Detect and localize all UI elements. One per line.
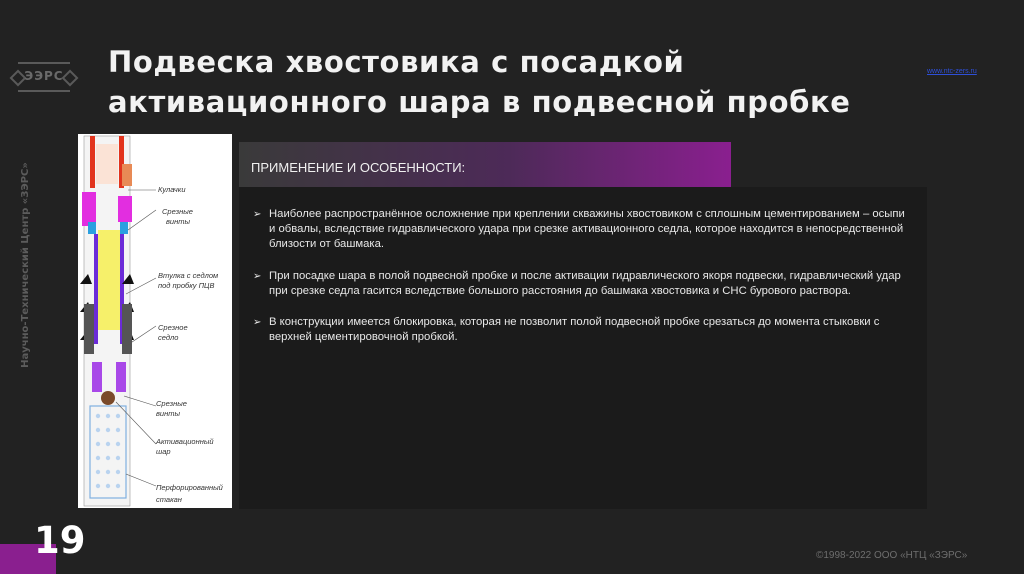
label-shear-screws-2a: Срезные [156, 399, 187, 408]
label-activation-ball-b: шар [156, 447, 171, 456]
label-sleeve-b: под пробку ПЦВ [158, 281, 215, 290]
list-item [253, 269, 913, 299]
section-heading: ПРИМЕНЕНИЕ И ОСОБЕННОСТИ: [251, 160, 466, 175]
label-shear-screws-2b: винты [156, 409, 180, 418]
side-company-name: Научно-Технический Центр «ЗЭРС» [20, 162, 31, 368]
liner-hanger-schematic [78, 134, 232, 508]
liner-hanger-drawing [78, 134, 232, 508]
company-logo [18, 62, 70, 92]
list-item [253, 207, 913, 253]
logo-text: ЭЭРС [24, 69, 64, 83]
features-list [253, 207, 913, 361]
label-activation-ball-a: Активационный [156, 437, 214, 446]
list-item-text: В конструкции имеется блокировка, которая не позволит полой подвесной пробке срезаться до момента стыковки с верхней цементировочной пробкой. [269, 316, 880, 344]
title-line-2: активационного шара в подвесной пробке [108, 85, 851, 119]
website-link[interactable]: www.ntc-zers.ru [927, 68, 977, 75]
slide-title [108, 42, 888, 122]
section-header [239, 142, 731, 187]
list-item-text: Наиболее распространённое осложнение при креплении скважины хвостовиком с сплошным цементированием – осыпи и обвалы, вследствие гидравлического удара при срезке активационного седла, которое находится в непосредственной близости от башмака. [269, 208, 905, 251]
label-kulachki: Кулачки [158, 185, 186, 194]
label-shear-screws-1a: Срезные [162, 207, 193, 216]
list-item [253, 315, 913, 345]
bullet-arrow-icon: ➢ [253, 270, 262, 282]
list-item-text: При посадке шара в полой подвесной пробке и после активации гидравлического якоря подвески, гидравлический удар при срезке седла гасится вследствие большого расстояния до башмака хвостовика и СНС бурового раствора. [269, 269, 901, 297]
title-line-1: Подвеска хвостовика с посадкой [108, 45, 685, 79]
label-shear-screws-1b: винты [166, 217, 190, 226]
copyright: ©1998-2022 ООО «НТЦ «ЗЭРС» [816, 550, 968, 561]
label-shear-seat-b: седло [158, 333, 179, 342]
label-shear-seat-a: Срезное [158, 323, 188, 332]
label-perforated-a: Перфорированный [156, 483, 223, 492]
page-number: 19 [34, 519, 86, 562]
label-perforated-b: стакан [156, 495, 182, 504]
bullet-arrow-icon: ➢ [253, 317, 262, 329]
label-sleeve-a: Втулка с седлом [158, 271, 219, 280]
bullet-arrow-icon: ➢ [253, 209, 262, 220]
